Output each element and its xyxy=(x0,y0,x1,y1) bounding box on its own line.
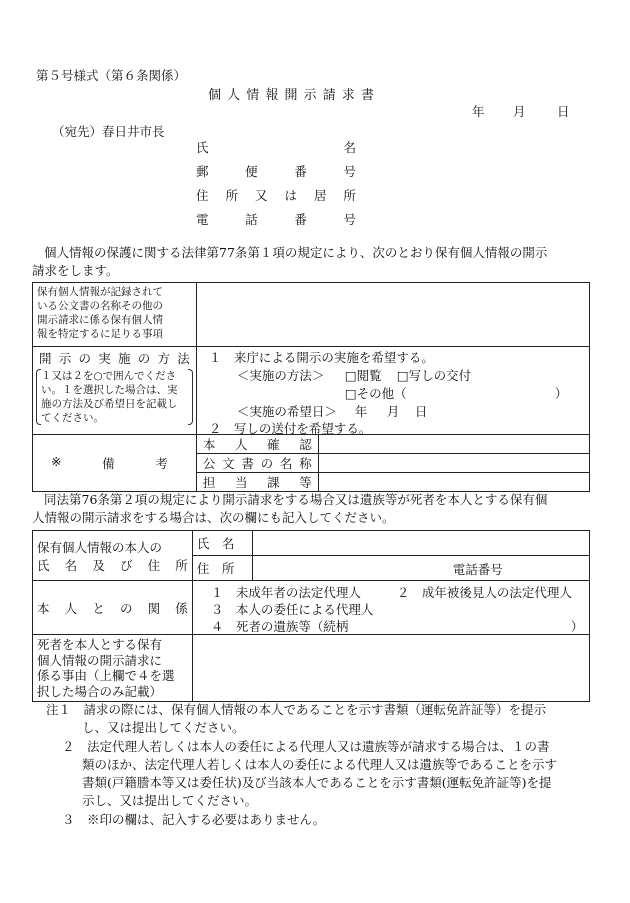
doc-name-label: 公 文 書 の 名 称 xyxy=(196,454,318,473)
relation-option-2[interactable]: ２ 成年被後見人の法定代理人 xyxy=(396,585,572,600)
applicant-postal-label: 郵 便 番 号 xyxy=(196,164,356,179)
relation-option-3[interactable]: ３ 本人の委任による代理人 xyxy=(210,602,374,617)
other-checkbox[interactable]: □その他（ xyxy=(344,386,407,401)
note-2-line-2: 類のほか、法定代理人若しくは本人の委任による代理人又は遺族等であることを示す xyxy=(82,757,558,772)
identity-field[interactable] xyxy=(318,435,589,454)
note-2-line-4: 示し、又は提出してください。 xyxy=(82,793,258,808)
owner-name-field[interactable] xyxy=(252,531,589,556)
note-1-line-1: 注１ 請求の際には、保有個人情報の本人であることを示す書類（運転免許証等）を提示 xyxy=(46,702,547,717)
reason-field[interactable] xyxy=(192,635,589,702)
other-close-paren: ） xyxy=(554,386,568,401)
relation-table xyxy=(32,530,590,702)
method-label: 開 示 の 実 施 の 方 法 xyxy=(39,351,190,366)
relation-label: 本 人 と の 関 係 xyxy=(33,581,193,635)
target-info-label: 保有個人情報が記録されて いる公文書の名称その他の 開示請求に係る保有個人情 報を特定するに足りる事項 xyxy=(33,283,197,347)
note-2-line-3: 書類(戸籍謄本等又は委任状)及び当該本人であることを示す書類(運転免許証等)を提 xyxy=(82,775,552,790)
remarks-mark: ※ xyxy=(51,454,62,469)
relation-option-4-close: ） xyxy=(570,619,584,634)
applicant-address-label: 住 所 又 は 居 所 xyxy=(196,188,356,203)
section-label: 担 当 課 等 xyxy=(196,473,318,492)
section-field[interactable] xyxy=(318,473,589,492)
reason-label: 死者を本人とする保有 個人情報の開示請求に 係る事由（上欄で４を選 択した場合のみ記載） xyxy=(33,635,193,702)
note-3: ３ ※印の欄は、記入する必要はありません。 xyxy=(62,812,326,827)
form-number: 第５号様式（第６条関係） xyxy=(36,68,187,83)
relation-option-4[interactable]: ４ 死者の遺族等（続柄 xyxy=(210,619,349,634)
owner-label-cell xyxy=(33,531,193,581)
doc-name-field[interactable] xyxy=(318,454,589,473)
owner-label-1: 保有個人情報の本人の xyxy=(37,539,163,555)
date-day: 日 xyxy=(557,104,570,119)
method-note: １又は２を○で囲んでくださ い。１を選択した場合は、実 施の方法及び希望日を記載し てください。 xyxy=(35,367,194,427)
relation-option-1[interactable]: １ 未成年者の法定代理人 xyxy=(210,585,361,600)
wish-month: 月 xyxy=(386,404,400,419)
addressee: （宛先）春日井市長 xyxy=(52,124,165,139)
request-table xyxy=(32,282,590,492)
method-options-cell xyxy=(196,347,589,435)
wish-day: 日 xyxy=(414,404,428,419)
wish-year: 年 xyxy=(354,404,368,419)
applicant-phone-label: 電 話 番 号 xyxy=(196,212,356,227)
owner-name-label: 氏 名 xyxy=(192,531,252,556)
note-1-line-2: し、又は提出してください。 xyxy=(82,720,245,735)
intro2-line-2: 人情報の開示請求をする場合は、次の欄にも記入してください。 xyxy=(32,510,395,525)
option-2-label[interactable]: ２ 写しの送付を希望する。 xyxy=(208,421,372,436)
applicant-name-label: 氏 名 xyxy=(196,140,356,155)
owner-address-field[interactable] xyxy=(252,556,589,581)
page-title: 個 人 情 報 開 示 請 求 書 xyxy=(208,88,376,103)
intro-line-1: 個人情報の保護に関する法律第77条第１項の規定により、次のとおり保有個人情報の開示 xyxy=(44,245,548,260)
note-2-line-1: ２ 法定代理人若しくは本人の委任による代理人又は遺族等が請求する場合は、１の書 xyxy=(62,739,550,754)
identity-label: 本 人 確 認 xyxy=(196,435,318,454)
date-sub-label: ＜実施の希望日＞ xyxy=(236,404,337,419)
owner-address-label: 住 所 xyxy=(192,556,252,581)
target-info-field[interactable] xyxy=(196,283,589,347)
method-label-cell xyxy=(33,347,197,435)
remarks-cell xyxy=(33,435,197,492)
method-sub-label: ＜実施の方法＞ xyxy=(236,368,325,383)
date-year: 年 xyxy=(472,104,485,119)
remarks-label-1: 備 xyxy=(102,456,115,471)
owner-label-2: 氏 名 及 び 住 所 xyxy=(37,557,188,573)
remarks-label-2: 考 xyxy=(155,456,168,471)
copy-delivery-checkbox[interactable]: □写しの交付 xyxy=(396,368,472,383)
option-1-label[interactable]: １ 来庁による開示の実施を希望する。 xyxy=(208,350,434,365)
view-checkbox[interactable]: □閲覧 xyxy=(344,368,382,383)
date-month: 月 xyxy=(513,104,526,119)
intro2-line-1: 同法第76条第２項の規定により開示請求をする場合又は遺族等が死者を本人とする保有個 xyxy=(44,492,548,507)
owner-phone-label: 電話番号 xyxy=(452,562,503,577)
relation-options-cell xyxy=(192,581,589,635)
intro-line-2: 請求をします。 xyxy=(32,263,119,278)
